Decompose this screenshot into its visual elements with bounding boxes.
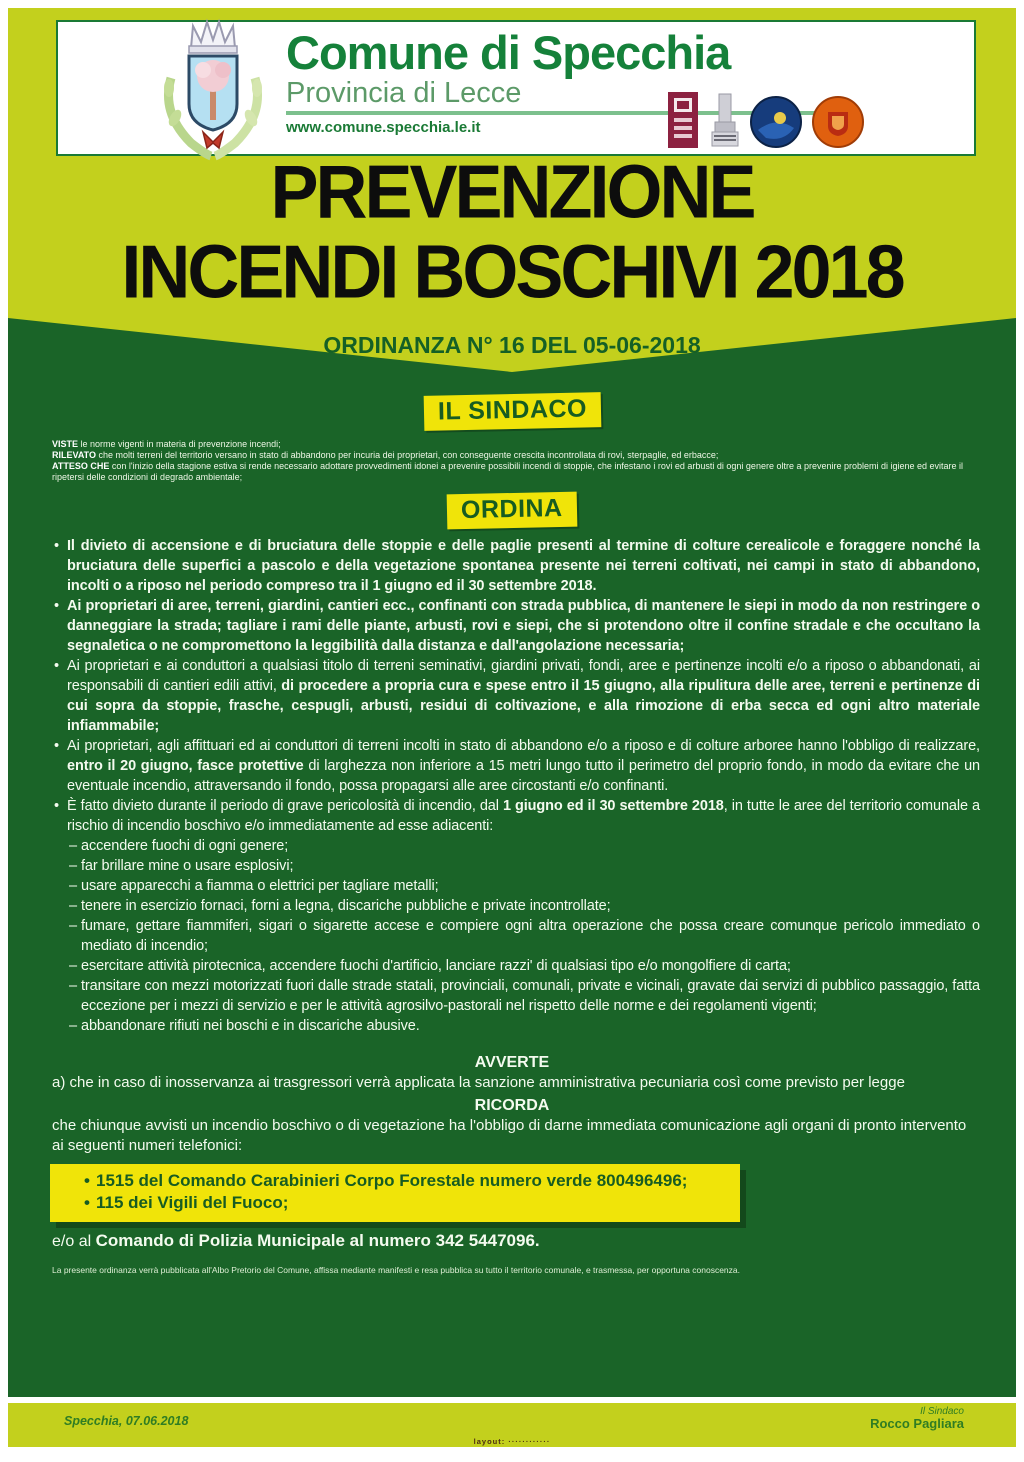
- poster-sheet: [8, 8, 1016, 1447]
- ordina-bullet-3: • Ai proprietari e ai conduttori a qualsiasi titolo di terreni seminativi, giardini privati, fondi, aree e pertinenze incolti e/o a riposo o abbandonati, ai responsabili di cantieri edili attivi, di procedere a propria cura e spese entro il 15 giugno, alla ripulitura delle aree, terreni e pertinenze di cui sopra da stoppie, frasche, cespugli, arbusti, residui di coltivazione, e alla rimozione di erba secca ed ogni altro materiale infiammabile;: [54, 656, 980, 736]
- red-banner-logo-icon: [666, 92, 700, 148]
- phone-line-1515: • 1515 del Comando Carabinieri Corpo Forestale numero verde 800496496;: [84, 1170, 740, 1192]
- ordina-bullet-list: [8, 536, 1016, 1036]
- ordina-subitem-6: – esercitare attività pirotecnica, accendere fuochi d'artificio, lanciare razzi' di qualsiasi tipo e/o mongolfiere di carta;: [67, 956, 980, 976]
- ordina-subitem-8: – abbandonare rifiuti nei boschi e in discariche abusive.: [67, 1016, 980, 1036]
- blue-globe-logo-icon: [750, 96, 802, 148]
- monument-logo-icon: [710, 92, 740, 148]
- avverte-heading: AVVERTE: [474, 1054, 550, 1071]
- footer-signature: [870, 1406, 964, 1431]
- poster-footer: [8, 1403, 1016, 1447]
- footer-date: Specchia, 07.06.2018: [64, 1414, 189, 1428]
- municipality-banner: [56, 20, 976, 156]
- emergency-numbers-box: [50, 1164, 740, 1222]
- poster-title: [8, 150, 1016, 315]
- award-logos: [666, 92, 864, 148]
- orange-circle-logo-icon: [812, 96, 864, 148]
- ordina-subitem-1: – accendere fuochi di ogni genere;: [67, 836, 980, 856]
- signature-name: Rocco Pagliara: [870, 1416, 964, 1431]
- ordina-subitem-4: – tenere in esercizio fornaci, forni a legna, discariche pubbliche e private incontrollate;: [67, 896, 980, 916]
- premise-line: VISTE le norme vigenti in materia di prevenzione incendi;: [52, 439, 281, 449]
- phone-line-115: • 115 dei Vigili del Fuoco;: [84, 1192, 740, 1214]
- avverte-text: a) che in caso di inosservanza ai trasgressori verrà applicata la sanzione amministrativa pecuniaria così come previsto per legge: [52, 1074, 905, 1091]
- signature-role: Il Sindaco: [920, 1406, 964, 1417]
- ordina-subitem-5: – fumare, gettare fiammiferi, sigari o sigarette accese e compiere ogni altra operazione che possa creare comunque pericolo immediato o mediato di incendio;: [67, 916, 980, 956]
- premise-line: ATTESO CHE con l'inizio della stagione estiva si rende necessario adottare provvedimenti idonei a prevenire possibili incendi di stoppie, che infestano i rovi ed arbusti di ogni genere oltre a prevenire problemi di igiene ed evitare il ripetersi delle condizioni di degrado ambientale;: [52, 461, 964, 482]
- poster-header: [8, 8, 1016, 318]
- poster-title-line1: PREVENZIONE: [270, 150, 754, 235]
- premises-block: [52, 439, 976, 483]
- ordina-subitem-3: – usare apparecchi a fiamma o elettrici per tagliare metalli;: [67, 876, 980, 896]
- municipal-crest-icon: [153, 18, 273, 171]
- website-url: www.comune.specchia.le.it: [286, 119, 481, 136]
- sindaco-label: IL SINDACO: [423, 392, 601, 431]
- poster-title-line2: INCENDI BOSCHIVI 2018: [121, 230, 903, 315]
- ordina-label: ORDINA: [447, 492, 577, 530]
- premise-line: RILEVATO che molti terreni del territorio versano in stato di abbandono per incuria dei proprietari, con conseguente crescita incontrollata di rovi, sterpaglie, ed erbacce;: [52, 450, 719, 460]
- ordinance-body: [8, 318, 1016, 1397]
- layout-credit: layout: ············: [473, 1437, 551, 1446]
- ricorda-text: che chiunque avvisti un incendio boschivo o di vegetazione ha l'obbligo di darne immediata comunicazione agli organi di pronto intervento ai seguenti numeri telefonici:: [52, 1117, 967, 1154]
- ordinance-reference: ORDINANZA N° 16 DEL 05-06-2018: [323, 332, 701, 358]
- ordina-subitem-2: – far brillare mine o usare esplosivi;: [67, 856, 980, 876]
- publication-note: La presente ordinanza verrà pubblicata all'Albo Pretorio del Comune, affissa mediante manifesti e resa pubblica su tutto il territorio comunale, e trasmessa, per opportuna conoscenza.: [52, 1265, 740, 1275]
- ordina-subitem-7: – transitare con mezzi motorizzati fuori dalle strade statali, provinciali, comunali, private e vicinali, gravate dai servizi di pubblico passaggio, fatta eccezione per i mezzi di servizio e per le attività agrosilvo-pastorali nel rispetto delle norme e dei regolamenti vigenti;: [67, 976, 980, 1016]
- municipal-police-line: e/o al Comando di Polizia Municipale al numero 342 5447096.: [52, 1231, 540, 1250]
- ricorda-heading: RICORDA: [474, 1097, 550, 1114]
- ordina-bullet-1: • Il divieto di accensione e di bruciatura delle stoppie e delle paglie presenti al termine di colture cerealicole e foraggere nonché la bruciatura delle superfici a pascolo e della vegetazione spontanea presente nei terreni coltivati, nei campi in stato di abbandono, incolti o a riposo nel periodo compreso tra il 1 giugno ed il 30 settembre 2018.: [54, 536, 980, 596]
- ordina-bullet-5: • È fatto divieto durante il periodo di grave pericolosità di incendio, dal 1 giugno ed il 30 settembre 2018, in tutte le aree del territorio comunale a rischio di incendio boschivo e/o immediatamente ad esse adiacenti: – accendere fuochi di ogni genere; – far brillare mine o usare esplosivi; – usare apparecchi a fiamma o elettrici per tagliare metalli; – tenere in esercizio fornaci, forni a legna, discariche pubbliche e private incontrollate; – fumare, gettare fiammiferi, sigari o sigarette accese e compiere ogni altra operazione che possa creare comunque pericolo immediato o mediato di incendio; – esercitare attività pirotecnica, accendere fuochi d'artificio, lanciare razzi' di qualsiasi tipo e/o mongolfiere di carta; – transitare con mezzi motorizzati fuori dalle strade statali, provinciali, comunali, private e vicinali, gravate dai servizi di pubblico passaggio, fatta eccezione per i mezzi di servizio e per le attività agrosilvo-pastorali nel rispetto delle norme e dei regolamenti vigenti; – abbandonare rifiuti nei boschi e in discariche abusive.: [54, 796, 980, 1036]
- province-name: Provincia di Lecce: [286, 77, 522, 109]
- municipality-name: Comune di Specchia: [286, 26, 731, 79]
- ordina-bullet-2: • Ai proprietari di aree, terreni, giardini, cantieri ecc., confinanti con strada pubblica, di mantenere le siepi in modo da non restringere o danneggiare la strada; tagliare i rami delle piante, arbusti, rovi e siepi, che si protendono oltre il confine stradale e che occultano la segnaletica o ne compromettono la leggibilità dalla distanza e dall'angolazione necessaria;: [54, 596, 980, 656]
- ordina-bullet-4: • Ai proprietari, agli affittuari ed ai conduttori di terreni incolti in stato di abbandono e/o a riposo e di colture arboree hanno l'obbligo di realizzare, entro il 20 giugno, fasce protettive di larghezza non inferiore a 15 metri lungo tutto il perimetro del proprio fondo, in modo da evitare che un eventuale incendio, attraversando il fondo, possa propagarsi alle aree circostanti e/o confinanti.: [54, 736, 980, 796]
